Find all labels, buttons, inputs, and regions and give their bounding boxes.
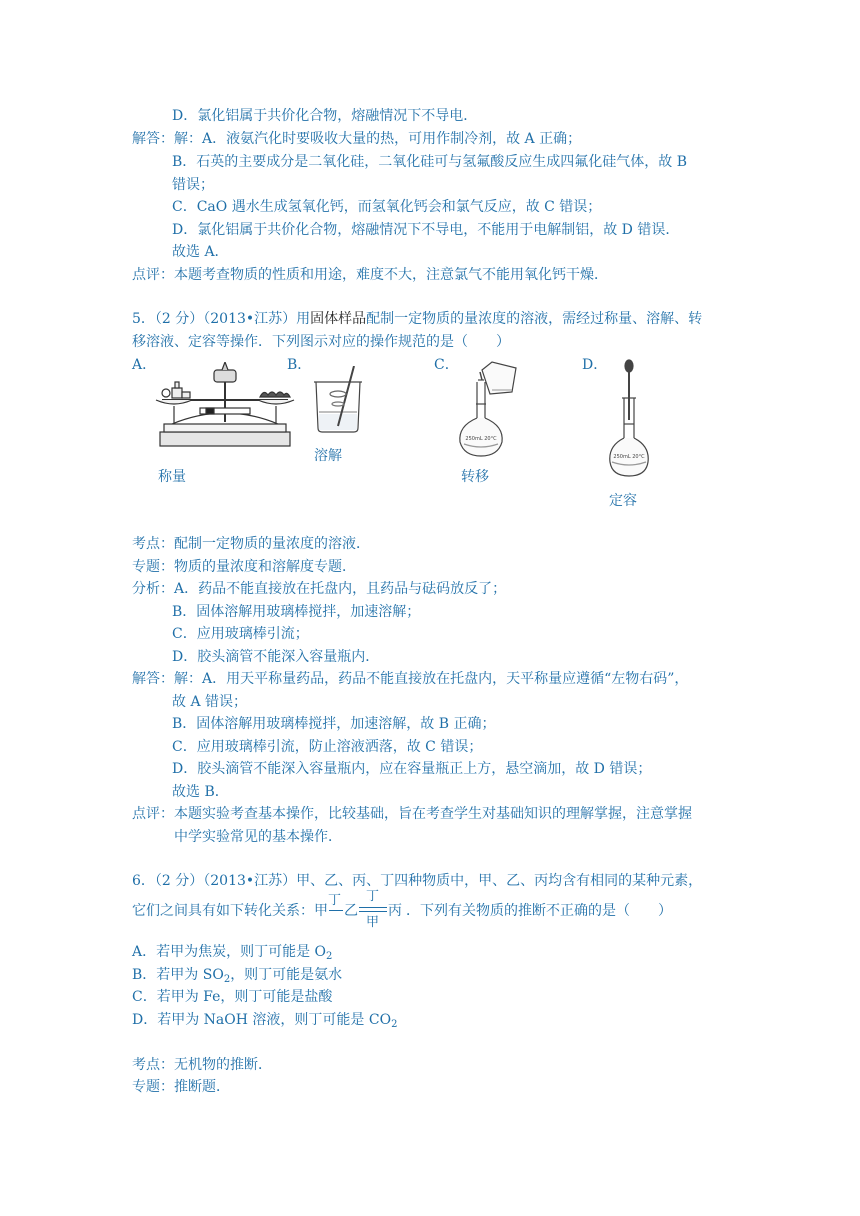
q5-stem-post: 配制一定物质的量浓度的溶液，需经过称量、溶解、转	[366, 311, 703, 327]
q4-answer-line-2: B．石英的主要成分是二氧化硅，二氧化硅可与氢氟酸反应生成四氟化硅气体，故 B	[172, 154, 688, 170]
q4-comment: 点评：本题考查物质的性质和用途，难度不大，注意氯气不能用氧化钙干燥．	[132, 267, 608, 283]
q6-option-d-sub: 2	[391, 1019, 398, 1030]
q6-stem-line-1: 6．（2 分）（2013•江苏）甲、乙、丙、丁四种物质中，甲、乙、丙均含有相同的某种元素，	[132, 873, 703, 889]
q6-zhuanti: 专题：推断题．	[132, 1079, 230, 1095]
q5-fenxi-line-2: B．固体溶解用玻璃棒搅拌，加速溶解；	[172, 604, 421, 620]
caption-transfer: 转移	[461, 469, 489, 485]
q4-answer-line-1: 解：A．液氨汽化时要吸收大量的热，可用作制冷剂，故 A 正确；	[174, 131, 582, 147]
q5-zhuanti: 专题：物质的量浓度和溶解度专题．	[132, 559, 356, 575]
q5-answer-label: 解答：	[132, 671, 174, 687]
q6-stem-pre: 它们之间具有如下转化关系：	[132, 903, 314, 919]
q5-answer-line-2: 故 A 错误；	[172, 694, 248, 710]
volume-figure	[604, 358, 652, 482]
q4-answer-line-6: 故选 A．	[172, 244, 229, 260]
q5-option-d-letter: D．	[582, 357, 608, 373]
q5-answer-line-3: B．固体溶解用玻璃棒搅拌，加速溶解，故 B 正确；	[172, 716, 496, 732]
transfer-figure	[456, 360, 526, 460]
caption-weighing: 称量	[158, 469, 186, 485]
scheme-arrow-forward	[359, 907, 387, 908]
q5-fenxi-line-3: C．应用玻璃棒引流；	[172, 626, 309, 642]
q5-fenxi-label: 分析：	[132, 581, 174, 597]
q6-option-b	[132, 965, 342, 985]
q5-fenxi-line-1: A．药品不能直接放在托盘内，且药品与砝码放反了；	[174, 581, 507, 597]
q5-option-c-letter: C．	[434, 357, 459, 373]
q5-option-a-letter: A．	[132, 357, 157, 373]
scheme-reagent-1: 丁	[328, 893, 342, 908]
q4-answer-line-5: D．氯化铝属于共价化合物，熔融情况下不导电，不能用于电解制铝，故 D 错误．	[172, 222, 680, 238]
scheme-arrow-back	[359, 911, 387, 912]
q6-kaodian: 考点：无机物的推断．	[132, 1057, 272, 1073]
q5-answer-line-4: C．应用玻璃棒引流，防止溶液洒落，故 C 错误；	[172, 739, 483, 755]
scheme-a: 甲	[314, 903, 328, 919]
q5-answer-line-6: 故选 B．	[172, 784, 229, 800]
q5-stem-black: 固体样品	[310, 311, 367, 327]
q6-option-d	[132, 1010, 397, 1030]
q5-comment-line-1: 点评：本题实验考查基本操作，比较基础，旨在考查学生对基础知识的理解掌握，注意掌握	[132, 806, 692, 822]
q4-answer-label: 解答：	[132, 131, 174, 147]
caption-dissolving: 溶解	[314, 448, 342, 464]
q4-option-d: D．氯化铝属于共价化合物，熔融情况下不导电．	[172, 108, 478, 124]
q6-option-c: C．若甲为 Fe，则丁可能是盐酸	[132, 989, 333, 1005]
q5-stem-line-1	[132, 309, 702, 329]
q6-option-a-text: A．若甲为焦炭，则丁可能是 O	[132, 944, 327, 960]
q6-option-d-text: D．若甲为 NaOH 溶液，则丁可能是 CO	[132, 1012, 392, 1028]
q5-answer-line-1: 解：A．用天平称量药品，药品不能直接放在托盘内，天平称量应遵循“左物右码”，	[174, 671, 689, 687]
scheme-c: 丙	[388, 903, 402, 919]
scheme-reagent-2: 丁	[366, 889, 380, 904]
scheme-arrow-1	[329, 910, 343, 911]
flask-d-label: 250mL 20°C	[613, 454, 645, 460]
q6-option-a-sub: 2	[326, 951, 333, 962]
scheme-back-reagent: 甲	[366, 915, 380, 930]
q5-fenxi-line-4: D．胶头滴管不能深入容量瓶内．	[172, 649, 380, 665]
beaker-figure	[310, 366, 366, 436]
q5-answer-line-5: D．胶头滴管不能深入容量瓶内，应在容量瓶正上方，悬空滴加，故 D 错误；	[172, 761, 652, 777]
q6-option-a	[132, 942, 332, 962]
q5-stem-pre: 5．（2 分）（2013•江苏）用	[132, 311, 311, 327]
caption-make-up-volume: 定容	[609, 493, 637, 509]
balance-figure	[152, 362, 298, 452]
conversion-scheme	[314, 889, 406, 930]
q5-option-b-letter: B．	[287, 357, 312, 373]
flask-c-label: 250mL 20°C	[465, 436, 497, 442]
q5-comment-line-2: 中学实验常见的基本操作．	[174, 829, 342, 845]
q4-answer-line-4: C．CaO 遇水生成氢氧化钙，而氢氧化钙会和氯气反应，故 C 错误；	[172, 199, 602, 215]
q4-answer-line-3: 错误；	[172, 177, 214, 193]
q6-option-b-sub: 2	[223, 974, 231, 985]
q5-kaodian: 考点：配制一定物质的量浓度的溶液．	[132, 536, 370, 552]
q6-stem-post: ．下列有关物质的推断不正确的是（ ）	[406, 903, 672, 919]
q6-stem-line-2	[132, 889, 672, 930]
q6-option-b-post: ，则丁可能是氨水	[230, 967, 343, 983]
q6-option-b-text: B．若甲为 SO	[132, 967, 224, 983]
scheme-b: 乙	[344, 903, 358, 919]
q5-stem-line-2: 移溶液、定容等操作．下列图示对应的操作规范的是（ ）	[132, 334, 510, 350]
